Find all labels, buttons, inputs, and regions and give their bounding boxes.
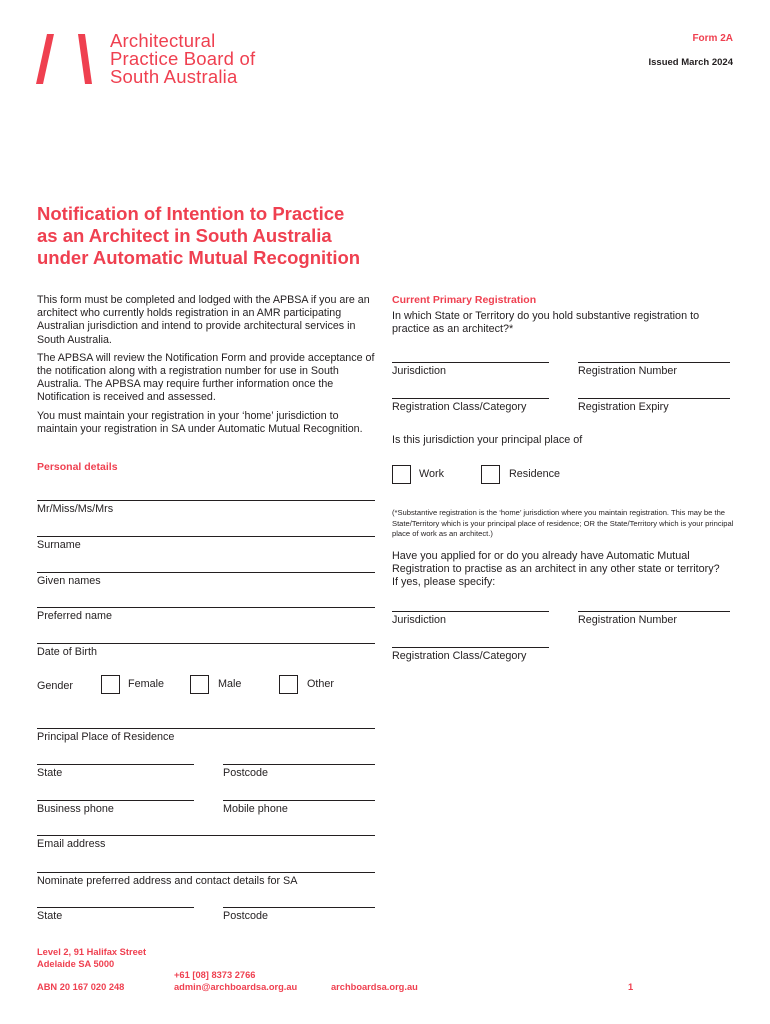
intro-paragraph-1: This form must be completed and lodged with the APBSA if you are an architect who currently holds registration in an AMR participating Australian jurisdiction and intend to provide architectural services in South Australia. (37, 294, 370, 346)
footer-contact (174, 969, 297, 993)
gender-female-checkbox[interactable] (101, 675, 120, 694)
title-field[interactable] (37, 500, 375, 501)
preferred-name-field-label: Preferred name (37, 610, 113, 622)
email-field-label: Email address (37, 838, 106, 850)
footer-email[interactable]: admin@archboardsa.org.au (174, 982, 298, 992)
amr-jurisdiction-field-label: Jurisdiction (392, 614, 447, 626)
footer-address (37, 946, 146, 970)
business-phone-field[interactable] (37, 800, 194, 801)
apbsa-logo-icon (36, 34, 92, 84)
intro-paragraph-3: You must maintain your registration in your ‘home’ jurisdiction to maintain your registration in SA under Automatic Mutual Recognition. (37, 409, 363, 435)
registration-expiry-field-label: Registration Expiry (578, 401, 669, 413)
page-number: 1 (628, 982, 634, 992)
registration-class-field-label: Registration Class/Category (392, 401, 527, 413)
footer-address-line2: Adelaide SA 5000 (37, 959, 115, 969)
org-name-line3: South Australia (110, 66, 238, 87)
postcode2-field-label: Postcode (223, 910, 269, 922)
mobile-phone-field[interactable] (223, 800, 375, 801)
email-field[interactable] (37, 835, 375, 836)
mobile-phone-field-label: Mobile phone (223, 803, 288, 815)
gender-other-label: Other (307, 678, 335, 690)
amr-question: Have you applied for or do you already have Automatic Mutual Registration to practise as an architect in any other state or territory? If yes, please specify: (392, 550, 720, 588)
registration-number-field[interactable] (578, 362, 730, 363)
gender-other-checkbox[interactable] (279, 675, 298, 694)
registration-expiry-field[interactable] (578, 398, 730, 399)
amr-jurisdiction-field[interactable] (392, 611, 549, 612)
issued-date: Issued March 2024 (648, 57, 733, 68)
state2-field-label: State (37, 910, 63, 922)
amr-registration-number-field[interactable] (578, 611, 730, 612)
postcode2-field[interactable] (223, 907, 375, 908)
principal-work-label: Work (419, 468, 444, 480)
principal-residence-label: Residence (509, 468, 561, 480)
registration-question: In which State or Territory do you hold substantive registration to practice as an architect?* (392, 310, 700, 335)
preferred-name-field[interactable] (37, 607, 375, 608)
state-field[interactable] (37, 764, 194, 765)
given-names-field-label: Given names (37, 575, 101, 587)
principal-work-checkbox[interactable] (392, 465, 411, 484)
registration-heading: Current Primary Registration (392, 294, 537, 306)
principal-residence-checkbox[interactable] (481, 465, 500, 484)
title-line3: under Automatic Mutual Recognition (37, 247, 361, 268)
jurisdiction-field-label: Jurisdiction (392, 365, 447, 377)
page-title (37, 203, 417, 269)
amr-registration-class-field[interactable] (392, 647, 549, 648)
postcode-field-label: Postcode (223, 767, 269, 779)
given-names-field[interactable] (37, 572, 375, 573)
sa-address-field-label: Nominate preferred address and contact details for SA (37, 875, 298, 887)
footer-phone: +61 [08] 8373 2766 (174, 970, 256, 980)
org-name-line2: Practice Board of (110, 48, 256, 69)
footer-website[interactable]: archboardsa.org.au (331, 982, 418, 992)
footer-address-line1: Level 2, 91 Halifax Street (37, 947, 147, 957)
postcode-field[interactable] (223, 764, 375, 765)
gender-male-checkbox[interactable] (190, 675, 209, 694)
residence-field-label: Principal Place of Residence (37, 731, 175, 743)
org-name (110, 32, 255, 86)
substantive-registration-note: (*Substantive registration is the ‘home’ jurisdiction where you maintain registration. This may be the State/Territory which is your principal place of residence; OR the State/Territory which is your principal place of work as an architect.) (392, 508, 734, 538)
state2-field[interactable] (37, 907, 194, 908)
jurisdiction-field[interactable] (392, 362, 549, 363)
residence-field[interactable] (37, 728, 375, 729)
form-id: Form 2A (692, 33, 733, 44)
principal-place-question: Is this jurisdiction your principal place of (392, 434, 583, 446)
personal-details-heading: Personal details (37, 461, 118, 473)
org-name-line1: Architectural (110, 30, 216, 51)
date-of-birth-field[interactable] (37, 643, 375, 644)
footer-abn: ABN 20 167 020 248 (37, 982, 125, 992)
title-field-label: Mr/Miss/Ms/Mrs (37, 503, 114, 515)
intro-paragraph-2: The APBSA will review the Notification Form and provide acceptance of the notification along with a registration number for use in South Australia. The APBSA may require further information once the Notification is received and assessed. (37, 351, 375, 404)
gender-male-label: Male (218, 678, 242, 690)
state-field-label: State (37, 767, 63, 779)
amr-registration-class-field-label: Registration Class/Category (392, 650, 527, 662)
business-phone-field-label: Business phone (37, 803, 114, 815)
registration-number-field-label: Registration Number (578, 365, 678, 377)
title-line1: Notification of Intention to Practice (37, 203, 345, 224)
gender-label: Gender (37, 680, 74, 692)
date-of-birth-field-label: Date of Birth (37, 646, 98, 658)
amr-registration-number-field-label: Registration Number (578, 614, 678, 626)
surname-field-label: Surname (37, 539, 81, 551)
registration-class-field[interactable] (392, 398, 549, 399)
gender-female-label: Female (128, 678, 165, 690)
intro-text (37, 294, 377, 441)
title-line2: as an Architect in South Australia (37, 225, 332, 246)
surname-field[interactable] (37, 536, 375, 537)
sa-address-field[interactable] (37, 872, 375, 873)
